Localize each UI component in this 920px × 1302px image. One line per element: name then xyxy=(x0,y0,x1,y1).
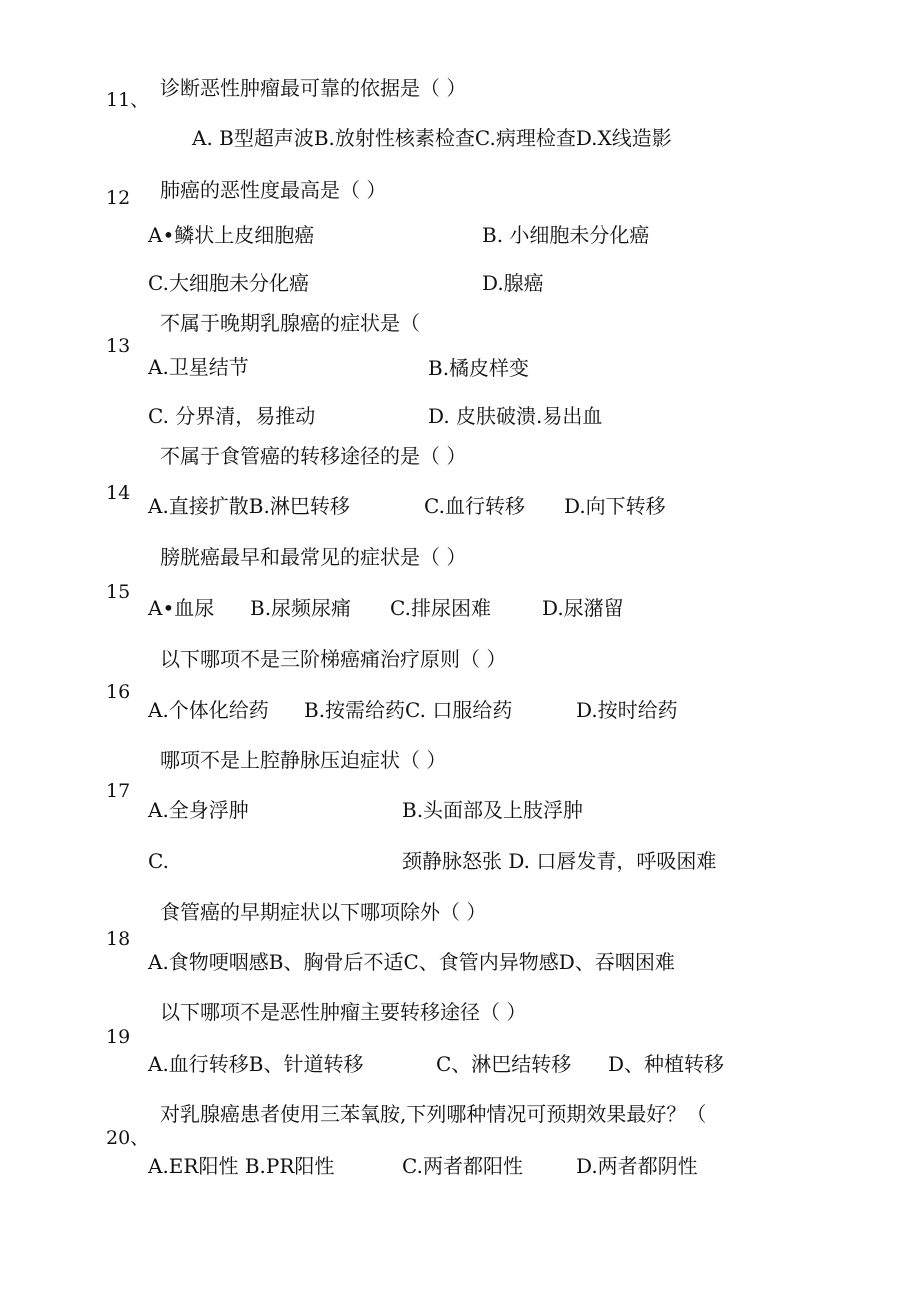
question-number: 14 xyxy=(106,482,131,504)
option: C.血行转移 xyxy=(424,494,525,518)
question-stem: 以下哪项不是三阶梯癌痛治疗原则（ ） xyxy=(160,647,507,671)
question-stem: 膀胱癌最早和最常见的症状是（ ） xyxy=(160,545,467,569)
option: B.橘皮样变 xyxy=(428,356,530,380)
question-number: 17 xyxy=(106,780,131,802)
option: B.按需给药C. 口服给药 xyxy=(304,698,513,722)
option: D.腺癌 xyxy=(482,271,544,295)
question-number: 13 xyxy=(106,335,131,357)
option: A.ER阳性 B.PR阳性 xyxy=(148,1154,335,1178)
option: A•鳞状上皮细胞癌 xyxy=(148,223,315,247)
option: A.个体化给药 xyxy=(148,698,269,722)
option: D. 皮肤破溃.易出血 xyxy=(428,404,603,428)
question-stem: 对乳腺癌患者使用三苯氧胺,下列哪种情况可预期效果最好？（ xyxy=(160,1102,707,1126)
question-number: 20、 xyxy=(106,1127,150,1149)
question-number: 19 xyxy=(106,1026,131,1048)
option-line: A. B型超声波B.放射性核素检查C.病理检查D.X线造影 xyxy=(192,126,672,150)
option: 颈静脉怒张 D. 口唇发青，呼吸困难 xyxy=(402,849,717,873)
option: C. 分界清，易推动 xyxy=(148,404,316,428)
question-stem: 以下哪项不是恶性肿瘤主要转移途径（ ） xyxy=(160,1000,527,1024)
option: A.卫星结节 xyxy=(148,355,249,379)
option: A.直接扩散B.淋巴转移 xyxy=(148,494,350,518)
option: C、淋巴结转移 xyxy=(436,1052,572,1076)
option: D、种植转移 xyxy=(608,1052,725,1076)
option: A.全身浮肿 xyxy=(148,798,249,822)
question-stem: 肺癌的恶性度最高是（ ） xyxy=(160,178,387,202)
option: C.两者都阳性 xyxy=(402,1154,523,1178)
option: B.尿频尿痛 xyxy=(250,596,352,620)
question-number: 15 xyxy=(106,581,131,603)
option: B. 小细胞未分化癌 xyxy=(482,223,650,247)
question-number: 16 xyxy=(106,681,131,703)
question-stem: 不属于食管癌的转移途径的是（ ） xyxy=(160,444,467,468)
option: B.头面部及上肢浮肿 xyxy=(402,798,584,822)
option: D.两者都阴性 xyxy=(576,1154,698,1178)
question-stem: 食管癌的早期症状以下哪项除外（ ） xyxy=(160,900,487,924)
option: A.血行转移B、针道转移 xyxy=(148,1052,364,1076)
option-line: A.食物哽咽感B、胸骨后不适C、食管内异物感D、吞咽困难 xyxy=(148,950,675,974)
question-stem: 不属于晚期乳腺癌的症状是（ xyxy=(160,311,420,335)
option: D.向下转移 xyxy=(564,494,666,518)
option: C. xyxy=(148,849,169,873)
option: A•血尿 xyxy=(148,596,215,620)
question-number: 11、 xyxy=(106,89,150,111)
question-number: 18 xyxy=(106,928,131,950)
question-stem: 哪项不是上腔静脉压迫症状（ ） xyxy=(160,748,447,772)
option: C.排尿困难 xyxy=(390,596,491,620)
option: C.大细胞未分化癌 xyxy=(148,271,309,295)
question-stem: 诊断恶性肿瘤最可靠的依据是（ ） xyxy=(160,76,467,100)
question-number: 12 xyxy=(106,187,131,209)
option: D.尿潴留 xyxy=(542,596,624,620)
option: D.按时给药 xyxy=(576,698,678,722)
